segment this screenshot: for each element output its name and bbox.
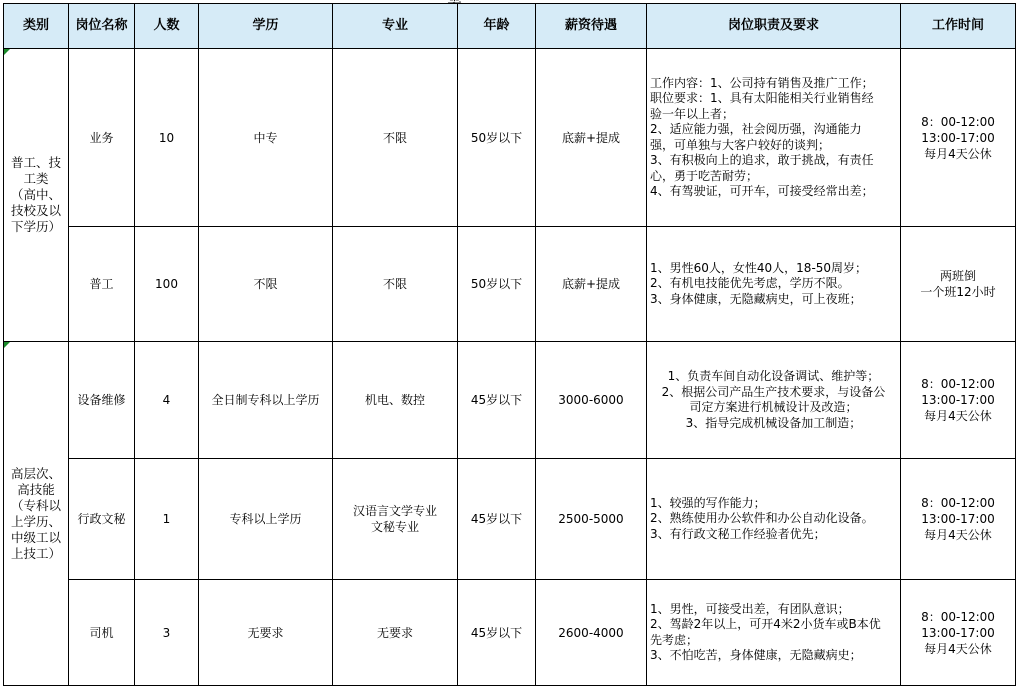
recruitment-table xyxy=(3,3,1016,686)
hours-cell xyxy=(901,459,1016,580)
category-line: 上技工） xyxy=(10,545,61,561)
header-position: 岗位名称 xyxy=(69,4,135,49)
age-cell: 50岁以下 xyxy=(458,227,536,342)
hours-line: 一个班12小时 xyxy=(920,285,996,299)
major-cell xyxy=(333,49,458,227)
duty-line: 验一年以上者； xyxy=(650,106,735,121)
duty-line: 3、有积极向上的追求，敢于挑战，有责任 xyxy=(650,153,874,167)
table-row xyxy=(4,459,1016,580)
hours-line: 13:00-17:00 xyxy=(921,512,995,526)
hours-line: 每月4天公休 xyxy=(924,528,992,542)
salary-cell: 底薪+提成 xyxy=(536,49,647,227)
major-line: 不限 xyxy=(382,130,407,145)
duty-line: 2、适应能力强，社会阅历强，沟通能力 xyxy=(650,122,862,136)
age-cell: 50岁以下 xyxy=(458,49,536,227)
hours-line: 8：00-12:00 xyxy=(921,114,995,129)
header-education: 学历 xyxy=(199,4,333,49)
category-cell-general xyxy=(4,49,69,342)
major-line: 机电、数控 xyxy=(364,393,425,407)
header-duties: 岗位职责及要求 xyxy=(647,4,901,49)
age-cell: 45岁以下 xyxy=(458,580,536,686)
hours-line: 8：00-12:00 xyxy=(921,496,995,510)
hours-cell xyxy=(901,580,1016,686)
category-cell-advanced xyxy=(4,342,69,686)
category-line: 普工、技 xyxy=(10,155,61,170)
duty-line: 职位要求：1、具有太阳能相关行业销售经 xyxy=(650,91,874,105)
duty-line: 1、较强的写作能力； xyxy=(650,495,766,510)
position-cell: 业务 xyxy=(69,49,135,227)
major-cell xyxy=(333,342,458,459)
duty-line: 1、男性，可接受出差，有团队意识； xyxy=(650,601,850,616)
hours-line: 8：00-12:00 xyxy=(921,609,995,624)
duty-line: 4、有驾驶证，可开车，可接受经常出差； xyxy=(650,184,874,198)
age-cell: 45岁以下 xyxy=(458,342,536,459)
category-line: （高中、 xyxy=(10,187,61,202)
age-cell: 45岁以下 xyxy=(458,459,536,580)
table-row xyxy=(4,49,1016,227)
duty-line: 2、有机电技能优先考虑，学历不限。 xyxy=(650,276,850,291)
duties-cell xyxy=(647,342,901,459)
salary-cell: 底薪+提成 xyxy=(536,227,647,342)
hours-line: 每月4天公休 xyxy=(924,409,992,423)
duty-line: 1、男性60人，女性40人，18-50周岁； xyxy=(650,260,868,275)
duty-line: 工作内容：1、公司持有销售及推广工作； xyxy=(650,75,874,90)
duty-line: 先考虑； xyxy=(650,632,699,647)
position-cell: 设备维修 xyxy=(69,342,135,459)
hours-line: 每月4天公休 xyxy=(924,641,992,656)
major-cell xyxy=(333,227,458,342)
education-cell: 全日制专科以上学历 xyxy=(199,342,333,459)
education-cell: 无要求 xyxy=(199,580,333,686)
major-line: 无要求 xyxy=(376,625,413,640)
major-line: 汉语言文学专业 xyxy=(352,504,437,518)
duty-line: 2、熟练使用办公软件和办公自动化设备。 xyxy=(650,511,874,526)
hours-line: 每月4天公休 xyxy=(924,146,992,161)
header-count: 人数 xyxy=(135,4,199,49)
duty-line: 3、不怕吃苦，身体健康，无隐藏病史； xyxy=(650,648,862,662)
header-major: 专业 xyxy=(333,4,458,49)
hours-cell xyxy=(901,227,1016,342)
duties-cell xyxy=(647,459,901,580)
hours-line: 13:00-17:00 xyxy=(921,130,995,145)
category-line: 高层次、 xyxy=(10,465,61,481)
hours-line: 13:00-17:00 xyxy=(921,393,995,407)
major-cell xyxy=(333,580,458,686)
salary-cell: 3000-6000 xyxy=(536,342,647,459)
category-line: （专科以 xyxy=(10,497,61,513)
education-cell: 中专 xyxy=(199,49,333,227)
category-line: 下学历） xyxy=(10,219,61,234)
category-line: 中级工以 xyxy=(10,529,61,545)
category-line: 高技能 xyxy=(17,481,55,497)
duty-line: 3、指导完成机械设备加工制造； xyxy=(685,415,862,430)
category-line: 技校及以 xyxy=(10,203,61,218)
salary-cell: 2600-4000 xyxy=(536,580,647,686)
table-row xyxy=(4,342,1016,459)
hours-line: 8：00-12:00 xyxy=(921,377,995,391)
count-cell: 10 xyxy=(135,49,199,227)
education-cell: 专科以上学历 xyxy=(199,459,333,580)
duties-cell xyxy=(647,227,901,342)
salary-cell: 2500-5000 xyxy=(536,459,647,580)
table-row xyxy=(4,580,1016,686)
major-cell xyxy=(333,459,458,580)
major-line: 不限 xyxy=(382,277,407,291)
category-line: 上学历、 xyxy=(10,513,61,529)
category-line: 工类 xyxy=(23,171,49,186)
header-salary: 薪资待遇 xyxy=(536,4,647,49)
duty-line: 心，勇于吃苦耐劳； xyxy=(650,168,759,183)
position-cell: 司机 xyxy=(69,580,135,686)
header-age: 年龄 xyxy=(458,4,536,49)
header-row xyxy=(4,4,1016,49)
duty-line: 3、有行政文秘工作经验者优先； xyxy=(650,526,826,541)
table-row xyxy=(4,227,1016,342)
cell-marker xyxy=(4,342,10,348)
header-hours: 工作时间 xyxy=(901,4,1016,49)
hours-cell xyxy=(901,342,1016,459)
position-cell: 普工 xyxy=(69,227,135,342)
duty-line: 1、负责车间自动化设备调试、维护等； xyxy=(667,369,880,383)
major-line: 文秘专业 xyxy=(370,520,419,534)
education-cell: 不限 xyxy=(199,227,333,342)
hours-line: 两班倒 xyxy=(939,269,976,283)
duties-cell xyxy=(647,580,901,686)
count-cell: 3 xyxy=(135,580,199,686)
hours-cell xyxy=(901,49,1016,227)
duties-cell xyxy=(647,49,901,227)
duty-line: 2、根据公司产品生产技术要求，与设备公 xyxy=(661,384,886,399)
position-cell: 行政文秘 xyxy=(69,459,135,580)
count-cell: 1 xyxy=(135,459,199,580)
count-cell: 100 xyxy=(135,227,199,342)
hours-line: 13:00-17:00 xyxy=(921,625,995,640)
cell-marker xyxy=(4,49,10,55)
duty-line: 司定方案进行机械设计及改造； xyxy=(689,400,858,414)
duty-line: 3、身体健康，无隐藏病史，可上夜班； xyxy=(650,291,862,306)
duty-line: 强，可单独与大客户较好的谈判； xyxy=(650,137,831,152)
header-category: 类别 xyxy=(4,4,69,49)
duty-line: 2、驾龄2年以上，可开4米2小货车或B本优 xyxy=(650,617,881,631)
count-cell: 4 xyxy=(135,342,199,459)
